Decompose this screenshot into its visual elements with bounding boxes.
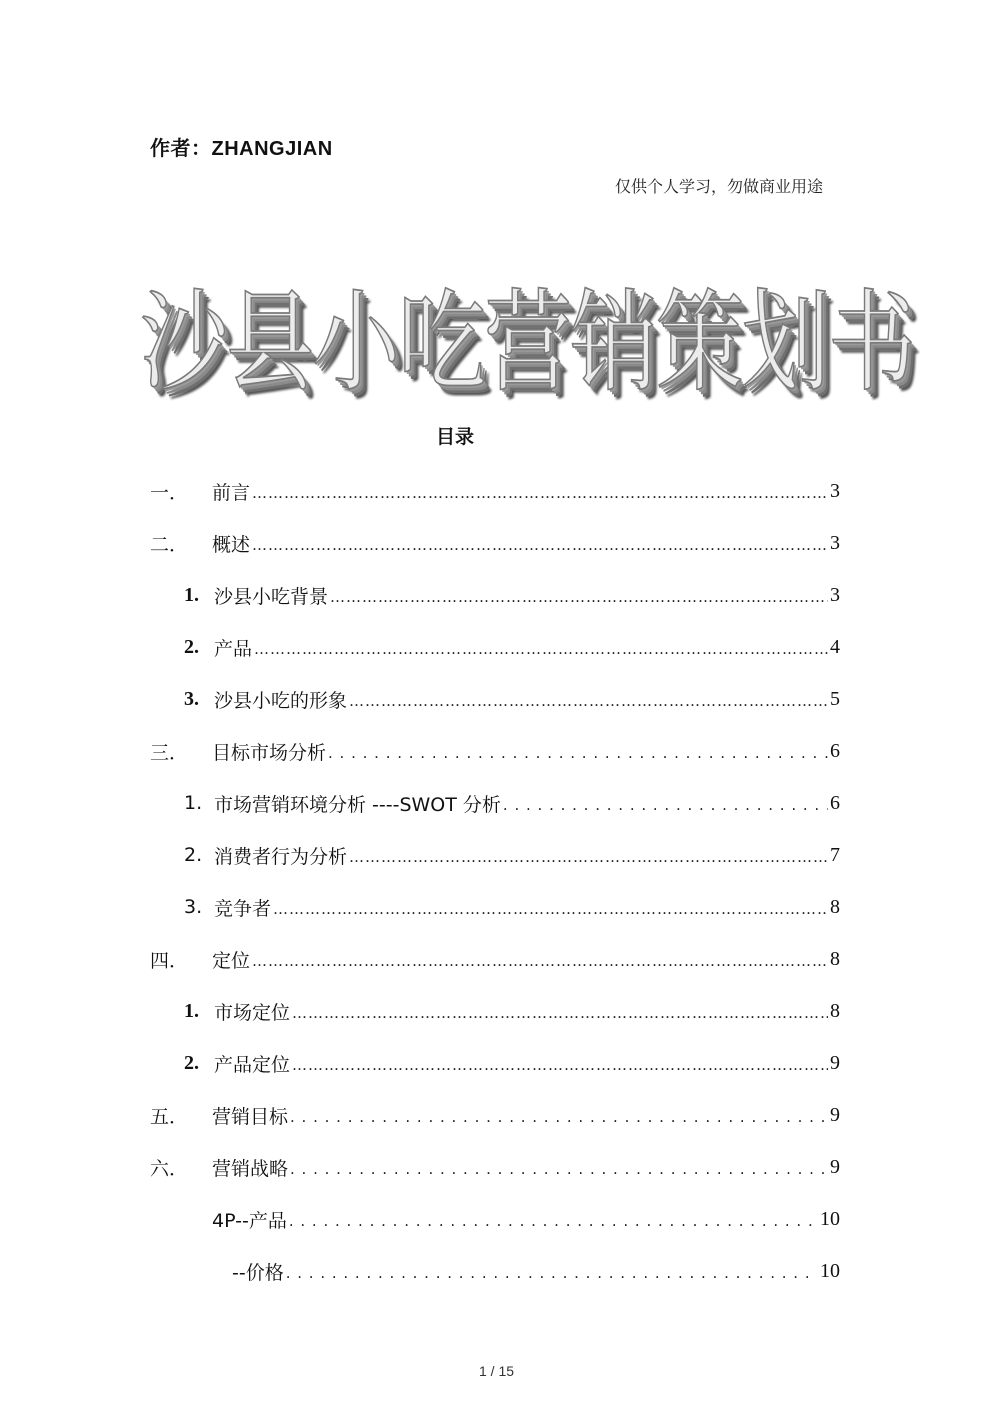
toc-entry-consumer[interactable]	[150, 829, 840, 881]
toc-entry-title: 沙县小吃背景	[214, 585, 329, 608]
toc-heading: 目录	[435, 426, 474, 448]
toc-entry-title: 市场定位	[214, 1001, 291, 1024]
toc-dot-leader	[252, 948, 828, 970]
toc-entry-positioning[interactable]	[150, 933, 840, 985]
toc-entry-page: 4	[830, 635, 840, 658]
toc-entry-title: --价格	[232, 1261, 284, 1284]
toc-entry-4p-price[interactable]	[150, 1245, 840, 1297]
toc-dot-leader	[286, 1260, 818, 1282]
toc-dot-leader	[349, 844, 828, 866]
toc-entry-page: 6	[830, 791, 840, 814]
toc-dot-leader	[292, 1000, 828, 1022]
toc-entry-marketing-strategy[interactable]	[150, 1141, 840, 1193]
toc-dot-leader	[349, 688, 828, 710]
toc-entry-target-market[interactable]	[150, 725, 840, 777]
toc-entry-page: 8	[830, 999, 840, 1022]
toc-entry-title: 营销目标	[212, 1105, 289, 1128]
toc-entry-number: 2.	[184, 1051, 199, 1074]
toc-entry-page: 5	[830, 687, 840, 710]
toc-entry-page: 10	[820, 1259, 840, 1282]
author-line: 作者：ZHANGJIAN	[150, 138, 333, 160]
toc-entry-title: 竞争者	[214, 897, 272, 920]
toc-dot-leader	[290, 1156, 828, 1178]
toc-entry-title: 前言	[212, 481, 251, 504]
toc-entry-page: 6	[830, 739, 840, 762]
toc-dot-leader	[273, 896, 828, 918]
toc-entry-page: 9	[830, 1103, 840, 1126]
page-indicator: 1 / 15	[478, 1363, 515, 1379]
toc-entry-competitors[interactable]	[150, 881, 840, 933]
toc-entry-products[interactable]	[150, 621, 840, 673]
toc-entry-number: 3.	[184, 687, 199, 710]
toc-entry-title: 沙县小吃的形象	[214, 689, 348, 712]
toc-entry-title: 市场营销环境分析 ----SWOT 分析	[214, 793, 501, 816]
toc-entry-page: 3	[830, 531, 840, 554]
toc-dot-leader	[503, 792, 828, 814]
toc-entry-swot[interactable]	[150, 777, 840, 829]
toc-entry-page: 7	[830, 843, 840, 866]
toc-dot-leader	[292, 1052, 828, 1074]
toc-entry-number: 五．	[150, 1105, 189, 1128]
toc-entry-number: 一．	[150, 481, 189, 504]
toc-entry-title: 营销战略	[212, 1157, 289, 1180]
toc-entry-title: 目标市场分析	[212, 741, 327, 764]
toc-entry-marketing-goals[interactable]	[150, 1089, 840, 1141]
toc-dot-leader	[252, 532, 828, 554]
toc-entry-number: 四．	[150, 949, 189, 972]
toc-entry-number: 二．	[150, 533, 189, 556]
toc-entry-preface[interactable]	[150, 465, 840, 517]
toc-entry-background[interactable]	[150, 569, 840, 621]
toc-entry-number: 2.	[184, 844, 203, 866]
toc-entry-4p-product[interactable]	[150, 1193, 840, 1245]
toc-entry-page: 3	[830, 479, 840, 502]
toc-entry-title: 4P--产品	[212, 1209, 287, 1232]
table-of-contents	[150, 465, 840, 1297]
document-title: 沙县小吃营销策划书	[140, 278, 915, 407]
toc-entry-number: 3.	[184, 896, 203, 918]
toc-entry-number: 1.	[184, 999, 199, 1022]
toc-entry-title: 产品定位	[214, 1053, 291, 1076]
toc-entry-overview[interactable]	[150, 517, 840, 569]
toc-entry-page: 9	[830, 1051, 840, 1074]
toc-entry-title: 概述	[212, 533, 251, 556]
toc-entry-number: 六．	[150, 1157, 189, 1180]
toc-entry-title: 消费者行为分析	[214, 845, 348, 868]
toc-entry-title: 产品	[214, 637, 253, 660]
toc-entry-title: 定位	[212, 949, 251, 972]
toc-entry-product-positioning[interactable]	[150, 1037, 840, 1089]
usage-disclaimer: 仅供个人学习，勿做商业用途	[614, 177, 823, 196]
toc-dot-leader	[290, 1104, 828, 1126]
toc-dot-leader	[254, 636, 828, 658]
toc-entry-page: 3	[830, 583, 840, 606]
toc-entry-number: 2.	[184, 635, 199, 658]
toc-entry-number: 1.	[184, 583, 199, 606]
toc-dot-leader	[330, 584, 828, 606]
toc-entry-page: 9	[830, 1155, 840, 1178]
toc-entry-page: 8	[830, 895, 840, 918]
toc-dot-leader	[289, 1208, 818, 1230]
toc-entry-number: 1.	[184, 792, 203, 814]
toc-entry-page: 10	[820, 1207, 840, 1230]
toc-dot-leader	[252, 480, 828, 502]
toc-dot-leader	[328, 740, 828, 762]
toc-entry-image[interactable]	[150, 673, 840, 725]
toc-entry-market-positioning[interactable]	[150, 985, 840, 1037]
toc-entry-page: 8	[830, 947, 840, 970]
toc-entry-number: 三．	[150, 741, 189, 764]
